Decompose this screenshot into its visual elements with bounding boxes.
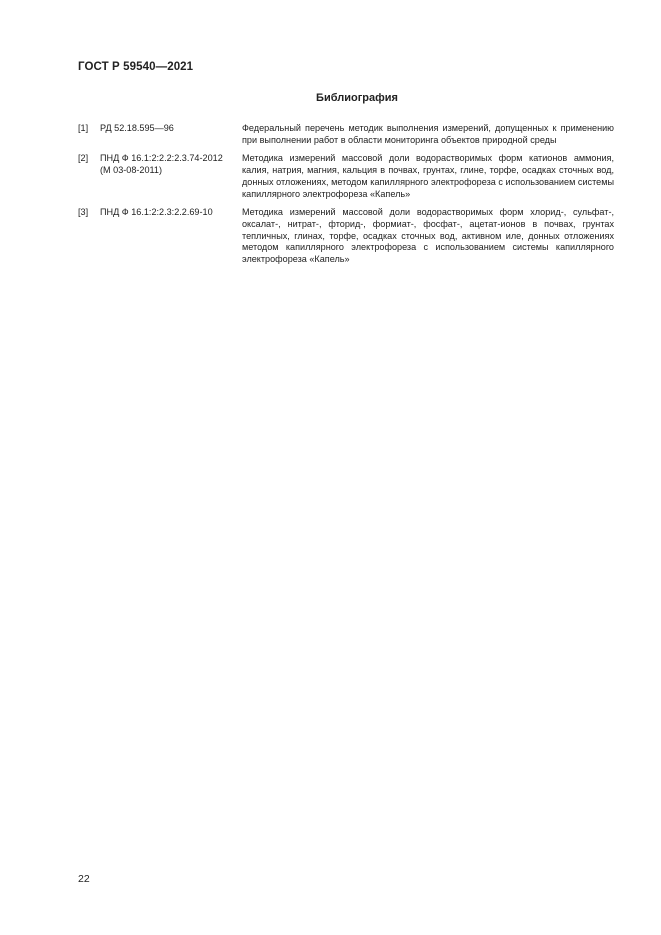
bibliography-list bbox=[78, 123, 614, 273]
entry-description: Методика измерений массовой доли водорастворимых форм катионов аммония, калия, натрия, магния, кальция в почвах, грунтах, глине, торфе, осадках сточных вод, донных отложениях, методом капиллярного электрофореза с использованием системы капиллярного электрофореза «Капель» bbox=[242, 153, 614, 199]
entry-code-main: ПНД Ф 16.1:2:2.2:2.3.74-2012 bbox=[100, 153, 223, 164]
entry-description: Федеральный перечень методик выполнения измерений, допущенных к применению при выполнении работ в области мониторинга объектов природной среды bbox=[242, 123, 614, 145]
entry-code bbox=[100, 153, 242, 200]
entry-code-extra: (М 03-08-2011) bbox=[100, 165, 162, 176]
bibliography-entry bbox=[78, 207, 614, 266]
standard-designation: ГОСТ Р 59540—2021 bbox=[78, 61, 194, 73]
entry-number: [2] bbox=[78, 153, 89, 164]
bibliography-entry bbox=[78, 123, 614, 146]
entry-code bbox=[100, 207, 242, 266]
bibliography-entry bbox=[78, 153, 614, 200]
entry-code-main: ПНД Ф 16.1:2:2.3:2.2.69-10 bbox=[100, 207, 213, 218]
entry-description: Методика измерений массовой доли водорастворимых форм хлорид-, сульфат-, оксалат-, нитрат-, фторид-, формиат-, фосфат-, ацетат-ионов в почвах, грунтах тепличных, глинах, торфе, осадках сточных вод, активном иле, донных отложениях методом капиллярного электрофореза с использованием системы капиллярного электрофореза «Капель» bbox=[242, 207, 614, 265]
section-title: Библиография bbox=[316, 92, 398, 104]
entry-number: [3] bbox=[78, 207, 89, 218]
entry-code-main: РД 52.18.595—96 bbox=[100, 123, 174, 133]
entry-number: [1] bbox=[78, 123, 89, 133]
page-number: 22 bbox=[78, 873, 90, 885]
entry-code bbox=[100, 123, 242, 146]
